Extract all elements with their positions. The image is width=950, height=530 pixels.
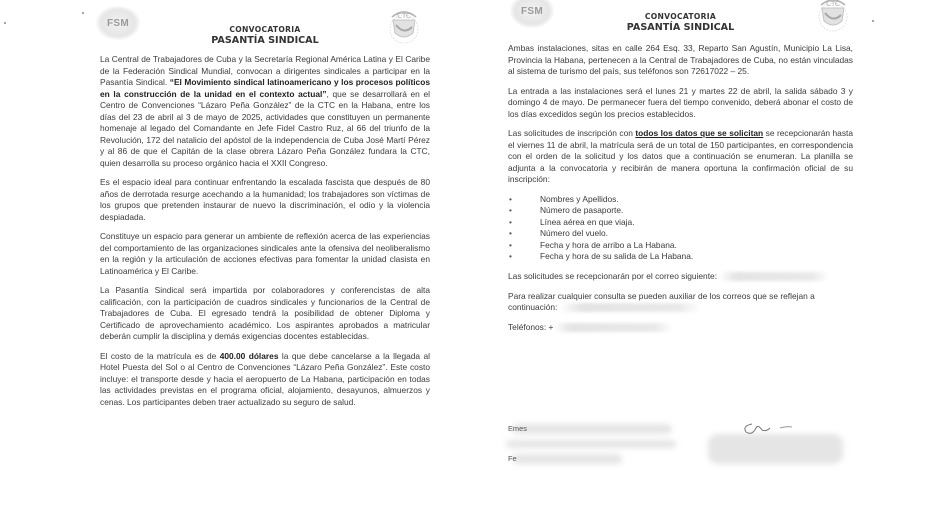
ctc-logo-icon	[384, 5, 428, 39]
paragraph-registration: Las solicitudes de inscripción con todos los datos que se solicitan se recepcionarán hasta el viernes 11 de abril, la matrícula será de un total de 150 participantes, en correspondencia con el orden de la solicitud y los datos que a continuación se enumeran. La planilla se adjunta a la convocatoria y recibirán de manera oportuna la confirmación oficial de su inscripción:	[508, 128, 854, 184]
paragraph-facilities: Ambas instalaciones, sitas en calle 264 Esq. 33, Reparto San Agustín, Municipio La Lisa, Provincia la Habana, pertenecen a la Central de Trabajadores de Cuba, no están vinculadas al sistema de turismo del país, sus teléfonos son 72617022 – 25.	[508, 43, 853, 76]
fsm-logo-icon: FSM	[96, 6, 140, 40]
list-item: • Nombres y Apellidos.	[508, 194, 853, 206]
list-item: • Fecha y hora de su salida de La Habana.	[508, 251, 853, 263]
redacted-phones	[553, 323, 673, 332]
title-convocatoria: CONVOCATORIA	[644, 12, 717, 21]
ctc-logo-icon	[813, 0, 857, 27]
svg-text:CTC: CTC	[397, 12, 411, 20]
title-pasantia: PASANTÍA SINDICAL	[211, 35, 319, 46]
document-title	[100, 25, 430, 46]
signature-block	[508, 410, 853, 480]
paragraph-faculty: La Pasantía Sindical será impartida por colaboradores y conferencistas de alta calificación, con la participación de cuadros sindicales y funcionarios de la Central de Trabajadores de Cuba. El egresado tendrá la posibilidad de obtener Diploma y Certificado de aprovechamiento académico. Los aspirantes aprobados a matricular deberán cumplir la disciplina y demás exigencias docentes establecidas.	[100, 285, 430, 341]
list-item: • Línea aérea en que viaja.	[508, 217, 853, 229]
sender-label: Emes	[508, 424, 527, 433]
requirements-list	[508, 194, 853, 264]
paragraph-contact: Para realizar cualquier consulta se pueden auxiliar de los correos que se reflejan a continuación:	[508, 290, 815, 313]
document-page-1	[100, 0, 430, 530]
redacted-email	[719, 272, 829, 281]
paragraph-cost: El costo de la matrícula es de 400.00 dólares la que debe cancelarse a la llegada al Hotel Puesta del Sol o al Centro de Convenciones “Lázaro Peña González”. Este costo incluye: el transporte desde y hacia el aeropuerto de La Habana, participación en todas las actividades previstas en el programa oficial, alojamiento, desayunos, almuerzos y cenas. Los participantes deben traer actualizado su seguro de salud.	[100, 350, 431, 407]
paragraph-phones: Teléfonos: +	[508, 322, 853, 334]
page-2-body	[508, 43, 853, 341]
scan-speck	[872, 20, 874, 22]
document-title	[508, 12, 853, 33]
list-item: • Número del vuelo.	[508, 228, 853, 240]
scan-speck	[82, 12, 84, 14]
paragraph-dates: La entrada a las instalaciones será el lunes 21 y martes 22 de abril, la salida sábado 3 y domingo 4 de mayo. De permanecer fuera del tiempo convenido, deberá abonar el costo de los días excedidos según los precios establecidos.	[508, 85, 853, 119]
cost-amount: 400.00 dólares	[219, 350, 279, 361]
scan-speck	[4, 22, 6, 24]
document-page-2	[508, 0, 853, 530]
date-label: Fe	[508, 454, 517, 463]
page-header	[100, 0, 430, 50]
paragraph-intro: La Central de Trabajadores de Cuba y la Secretaría Regional América Latina y El Caribe de la Federación Sindical Mundial, convocan a dirigentes sindicales a participar en la Pasantía Sindical. “El Movimiento sindical latinoamericano y los procesos políticos en la construcción de la unidad en el contexto actual”, que se desarrollará en el Centro de Convenciones “Lázaro Peña González” de la CTC en la Habana, entre los días del 23 de abril al 3 de mayo de 2025, actividades que constituyen un permanente homenaje al legado del Comandante en Jefe Fidel Castro Ruz, al 66 del triunfo de la Revolución, 172 del natalicio del apóstol de la independencia de Cuba José Martí Pérez y al 86 de que el Capitán de la clase obrera Lázaro Peña González fundara la CTC, quien desarrolla su proceso orgánico hacia el XXII Congreso.	[100, 54, 430, 168]
title-convocatoria: CONVOCATORIA	[229, 25, 301, 34]
fsm-logo-icon: FSM	[510, 0, 554, 28]
svg-text:CTC: CTC	[826, 0, 840, 8]
redacted-sender-line	[506, 440, 676, 448]
title-pasantia: PASANTÍA SINDICAL	[626, 22, 735, 33]
paragraph-purpose: Es el espacio ideal para continuar enfrentando la escalada fascista que después de 80 años de derrotada resurge acechando a la humanidad; los trabajadores son víctimas de los grupos que pretenden instaurar de nuevo la discriminación, el odio y la violencia despiadada.	[100, 177, 430, 222]
redacted-sender	[512, 424, 672, 434]
paragraph-reflection: Constituye un espacio para generar un ambiente de reflexión acerca de las experiencias del comportamiento de las organizaciones sindicales ante la ofensiva del neoliberalismo en la región y la articulación de acciones efectivas para fomentar la unidad clasista en Latinoamérica y El Caribe.	[100, 231, 430, 276]
list-item: • Fecha y hora de arribo a La Habana.	[508, 240, 853, 252]
required-data-emphasis: todos los datos que se solicitan	[635, 128, 764, 138]
redacted-emails	[560, 303, 700, 312]
redacted-date	[512, 454, 622, 464]
paragraph-email: Las solicitudes se recepcionarán por el correo siguiente:	[508, 271, 853, 283]
signature-icon	[740, 416, 800, 440]
event-title: “El Movimiento sindical latinoamericano y los procesos políticos en la construcción de la unidad en el contexto actual”	[100, 77, 430, 99]
list-item: • Número de pasaporte.	[508, 205, 853, 217]
page-1-body	[100, 54, 430, 416]
